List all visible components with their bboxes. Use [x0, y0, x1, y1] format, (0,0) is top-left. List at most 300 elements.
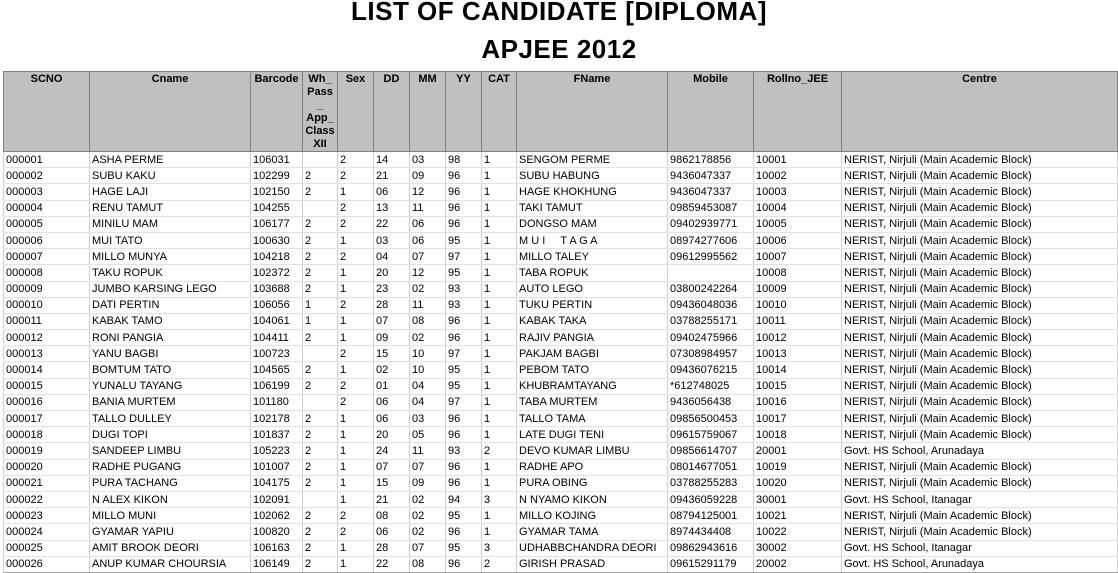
- cell-cat: 1: [482, 281, 517, 297]
- cell-cname: RADHE PUGANG: [90, 459, 251, 475]
- cell-scno: 000009: [4, 281, 90, 297]
- cell-scno: 000022: [4, 491, 90, 507]
- cell-yy: 96: [446, 184, 482, 200]
- cell-barcode: 106056: [251, 297, 303, 313]
- cell-scno: 000016: [4, 394, 90, 410]
- cell-barcode: 102178: [251, 411, 303, 427]
- cell-yy: 96: [446, 330, 482, 346]
- cell-cname: N ALEX KIKON: [90, 491, 251, 507]
- cell-fname: HAGE KHOKHUNG: [517, 184, 668, 200]
- cell-cname: PURA TACHANG: [90, 475, 251, 491]
- cell-barcode: 102150: [251, 184, 303, 200]
- cell-cat: 1: [482, 508, 517, 524]
- cell-centre: NERIST, Nirjuli (Main Academic Block): [842, 232, 1118, 248]
- cell-scno: 000011: [4, 313, 90, 329]
- cell-rollno-jee: 10005: [754, 216, 842, 232]
- cell-fname: GYAMAR TAMA: [517, 524, 668, 540]
- table-row: [4, 524, 1118, 540]
- cell-dd: 24: [374, 443, 410, 459]
- cell-mm: 11: [410, 443, 446, 459]
- cell-sex: 2: [338, 346, 374, 362]
- cell-yy: 93: [446, 443, 482, 459]
- cell-fname: AUTO LEGO: [517, 281, 668, 297]
- cell-mobile: 09856614707: [668, 443, 754, 459]
- cell-dd: 09: [374, 330, 410, 346]
- cell-rollno-jee: 10019: [754, 459, 842, 475]
- cell-sex: 1: [338, 411, 374, 427]
- cell-yy: 96: [446, 411, 482, 427]
- cell-centre: Govt. HS School, Arunadaya: [842, 443, 1118, 459]
- cell-dd: 22: [374, 216, 410, 232]
- cell-mm: 12: [410, 265, 446, 281]
- table-body: [4, 152, 1118, 573]
- cell-yy: 95: [446, 378, 482, 394]
- cell-fname: SENGOM PERME: [517, 152, 668, 168]
- col-cname-header: Cname: [90, 72, 251, 152]
- cell-sex: 1: [338, 330, 374, 346]
- cell-wh-pass: 2: [303, 362, 338, 378]
- cell-scno: 000024: [4, 524, 90, 540]
- cell-wh-pass: 2: [303, 427, 338, 443]
- cell-sex: 2: [338, 249, 374, 265]
- cell-mm: 02: [410, 491, 446, 507]
- cell-cname: JUMBO KARSING LEGO: [90, 281, 251, 297]
- cell-cname: SUBU KAKU: [90, 168, 251, 184]
- cell-scno: 000001: [4, 152, 90, 168]
- cell-mm: 10: [410, 346, 446, 362]
- cell-cat: 1: [482, 216, 517, 232]
- cell-barcode: 104411: [251, 330, 303, 346]
- table-row: [4, 540, 1118, 556]
- cell-sex: 1: [338, 281, 374, 297]
- cell-dd: 15: [374, 475, 410, 491]
- cell-dd: 20: [374, 427, 410, 443]
- cell-dd: 04: [374, 249, 410, 265]
- cell-dd: 03: [374, 232, 410, 248]
- cell-cname: BOMTUM TATO: [90, 362, 251, 378]
- cell-wh-pass: 2: [303, 540, 338, 556]
- cell-cat: 1: [482, 265, 517, 281]
- table-row: [4, 297, 1118, 313]
- cell-mm: 06: [410, 232, 446, 248]
- cell-wh-pass: 2: [303, 459, 338, 475]
- col-cat-header: CAT: [482, 72, 517, 152]
- cell-cat: 1: [482, 232, 517, 248]
- cell-centre: NERIST, Nirjuli (Main Academic Block): [842, 200, 1118, 216]
- cell-dd: 21: [374, 168, 410, 184]
- cell-sex: 2: [338, 200, 374, 216]
- cell-centre: NERIST, Nirjuli (Main Academic Block): [842, 313, 1118, 329]
- cell-cat: 1: [482, 297, 517, 313]
- cell-yy: 96: [446, 556, 482, 572]
- cell-rollno-jee: 10021: [754, 508, 842, 524]
- cell-fname: PAKJAM BAGBI: [517, 346, 668, 362]
- cell-cname: GYAMAR YAPIU: [90, 524, 251, 540]
- cell-cname: DUGI TOPI: [90, 427, 251, 443]
- cell-wh-pass: 2: [303, 249, 338, 265]
- cell-barcode: 101837: [251, 427, 303, 443]
- cell-sex: 2: [338, 394, 374, 410]
- cell-scno: 000019: [4, 443, 90, 459]
- cell-wh-pass: [303, 200, 338, 216]
- cell-mm: 07: [410, 459, 446, 475]
- cell-yy: 97: [446, 249, 482, 265]
- cell-scno: 000025: [4, 540, 90, 556]
- cell-barcode: 102372: [251, 265, 303, 281]
- cell-dd: 06: [374, 184, 410, 200]
- cell-scno: 000003: [4, 184, 90, 200]
- cell-cname: TAKU ROPUK: [90, 265, 251, 281]
- cell-dd: 06: [374, 524, 410, 540]
- cell-fname: TAKI TAMUT: [517, 200, 668, 216]
- cell-cname: ANUP KUMAR CHOURSIA: [90, 556, 251, 572]
- cell-barcode: 104061: [251, 313, 303, 329]
- cell-wh-pass: 1: [303, 297, 338, 313]
- cell-sex: 1: [338, 265, 374, 281]
- cell-cat: 1: [482, 459, 517, 475]
- cell-cname: TALLO DULLEY: [90, 411, 251, 427]
- cell-barcode: 103688: [251, 281, 303, 297]
- cell-centre: Govt. HS School, Arunadaya: [842, 556, 1118, 572]
- cell-mm: 02: [410, 281, 446, 297]
- cell-mobile: 09402939771: [668, 216, 754, 232]
- cell-cat: 1: [482, 313, 517, 329]
- cell-dd: 13: [374, 200, 410, 216]
- cell-wh-pass: [303, 491, 338, 507]
- cell-sex: 1: [338, 232, 374, 248]
- document-title: LIST OF CANDIDATE [DIPLOMA]: [351, 0, 767, 26]
- cell-cname: RONI PANGIA: [90, 330, 251, 346]
- cell-yy: 94: [446, 491, 482, 507]
- cell-centre: NERIST, Nirjuli (Main Academic Block): [842, 459, 1118, 475]
- cell-mobile: 09612995562: [668, 249, 754, 265]
- cell-rollno-jee: 10017: [754, 411, 842, 427]
- cell-wh-pass: 2: [303, 443, 338, 459]
- cell-fname: DONGSO MAM: [517, 216, 668, 232]
- cell-wh-pass: 2: [303, 232, 338, 248]
- cell-mm: 11: [410, 200, 446, 216]
- table-row: [4, 184, 1118, 200]
- cell-cat: 1: [482, 184, 517, 200]
- col-yy-header: YY: [446, 72, 482, 152]
- cell-mm: 06: [410, 216, 446, 232]
- cell-mobile: 08794125001: [668, 508, 754, 524]
- cell-cat: 1: [482, 362, 517, 378]
- cell-sex: 1: [338, 556, 374, 572]
- col-wh-pass-app-class-xii-header: Wh_ Pass_ App_ Class XII: [303, 72, 338, 152]
- cell-fname: M U I T A G A: [517, 232, 668, 248]
- table-row: [4, 491, 1118, 507]
- cell-dd: 02: [374, 362, 410, 378]
- cell-rollno-jee: 10009: [754, 281, 842, 297]
- cell-rollno-jee: 30001: [754, 491, 842, 507]
- cell-fname: TABA MURTEM: [517, 394, 668, 410]
- cell-mobile: [668, 265, 754, 281]
- cell-yy: 97: [446, 346, 482, 362]
- cell-fname: N NYAMO KIKON: [517, 491, 668, 507]
- cell-sex: 2: [338, 297, 374, 313]
- cell-cat: 1: [482, 411, 517, 427]
- table-row: [4, 232, 1118, 248]
- cell-centre: NERIST, Nirjuli (Main Academic Block): [842, 216, 1118, 232]
- cell-rollno-jee: 10016: [754, 394, 842, 410]
- cell-wh-pass: 2: [303, 216, 338, 232]
- cell-scno: 000007: [4, 249, 90, 265]
- cell-dd: 08: [374, 508, 410, 524]
- cell-mobile: 09436059228: [668, 491, 754, 507]
- cell-fname: RAJIV PANGIA: [517, 330, 668, 346]
- cell-cat: 1: [482, 378, 517, 394]
- cell-dd: 23: [374, 281, 410, 297]
- cell-mobile: *612748025: [668, 378, 754, 394]
- document-subtitle: APJEE 2012: [481, 34, 637, 64]
- cell-mm: 08: [410, 313, 446, 329]
- cell-yy: 98: [446, 152, 482, 168]
- cell-mm: 07: [410, 249, 446, 265]
- cell-cat: 1: [482, 524, 517, 540]
- cell-yy: 95: [446, 265, 482, 281]
- cell-mm: 02: [410, 508, 446, 524]
- cell-mobile: 9436047337: [668, 168, 754, 184]
- cell-sex: 2: [338, 152, 374, 168]
- cell-yy: 96: [446, 168, 482, 184]
- cell-fname: DEVO KUMAR LIMBU: [517, 443, 668, 459]
- col-mobile-header: Mobile: [668, 72, 754, 152]
- cell-yy: 96: [446, 200, 482, 216]
- cell-rollno-jee: 20002: [754, 556, 842, 572]
- cell-rollno-jee: 10012: [754, 330, 842, 346]
- cell-mobile: 07308984957: [668, 346, 754, 362]
- table-row: [4, 378, 1118, 394]
- cell-scno: 000020: [4, 459, 90, 475]
- cell-fname: MILLO KOJING: [517, 508, 668, 524]
- cell-centre: NERIST, Nirjuli (Main Academic Block): [842, 346, 1118, 362]
- cell-mobile: 03788255171: [668, 313, 754, 329]
- cell-wh-pass: 2: [303, 184, 338, 200]
- cell-sex: 2: [338, 378, 374, 394]
- cell-mm: 03: [410, 152, 446, 168]
- cell-mm: 11: [410, 297, 446, 313]
- table-row: [4, 475, 1118, 491]
- col-dd-header: DD: [374, 72, 410, 152]
- cell-scno: 000008: [4, 265, 90, 281]
- cell-centre: NERIST, Nirjuli (Main Academic Block): [842, 427, 1118, 443]
- cell-sex: 2: [338, 216, 374, 232]
- cell-dd: 01: [374, 378, 410, 394]
- cell-dd: 06: [374, 394, 410, 410]
- cell-mm: 10: [410, 362, 446, 378]
- cell-mm: 07: [410, 540, 446, 556]
- cell-cname: DATI PERTIN: [90, 297, 251, 313]
- cell-wh-pass: 2: [303, 411, 338, 427]
- cell-rollno-jee: 10022: [754, 524, 842, 540]
- cell-scno: 000005: [4, 216, 90, 232]
- cell-cat: 1: [482, 394, 517, 410]
- cell-cname: HAGE LAJI: [90, 184, 251, 200]
- cell-wh-pass: [303, 346, 338, 362]
- cell-yy: 95: [446, 232, 482, 248]
- col-centre-header: Centre: [842, 72, 1118, 152]
- cell-mm: 12: [410, 184, 446, 200]
- cell-barcode: 101007: [251, 459, 303, 475]
- col-fname-header: FName: [517, 72, 668, 152]
- cell-cat: 3: [482, 491, 517, 507]
- cell-wh-pass: 2: [303, 378, 338, 394]
- cell-cat: 1: [482, 475, 517, 491]
- cell-dd: 28: [374, 297, 410, 313]
- cell-barcode: 102062: [251, 508, 303, 524]
- cell-centre: NERIST, Nirjuli (Main Academic Block): [842, 297, 1118, 313]
- cell-mobile: 9436056438: [668, 394, 754, 410]
- cell-dd: 07: [374, 313, 410, 329]
- cell-mm: 08: [410, 556, 446, 572]
- cell-fname: SUBU HABUNG: [517, 168, 668, 184]
- cell-cat: 1: [482, 330, 517, 346]
- cell-cname: KABAK TAMO: [90, 313, 251, 329]
- cell-fname: LATE DUGI TENI: [517, 427, 668, 443]
- cell-dd: 07: [374, 459, 410, 475]
- table-row: [4, 556, 1118, 572]
- cell-mobile: 09402475966: [668, 330, 754, 346]
- cell-centre: NERIST, Nirjuli (Main Academic Block): [842, 411, 1118, 427]
- cell-mobile: 09436076215: [668, 362, 754, 378]
- cell-sex: 1: [338, 443, 374, 459]
- cell-barcode: 104175: [251, 475, 303, 491]
- cell-yy: 93: [446, 281, 482, 297]
- cell-dd: 06: [374, 411, 410, 427]
- cell-cname: YUNALU TAYANG: [90, 378, 251, 394]
- cell-rollno-jee: 10014: [754, 362, 842, 378]
- cell-cat: 1: [482, 427, 517, 443]
- table-row: [4, 459, 1118, 475]
- cell-fname: MILLO TALEY: [517, 249, 668, 265]
- cell-barcode: 102091: [251, 491, 303, 507]
- cell-rollno-jee: 30002: [754, 540, 842, 556]
- cell-wh-pass: 2: [303, 556, 338, 572]
- cell-barcode: 106163: [251, 540, 303, 556]
- cell-barcode: 100630: [251, 232, 303, 248]
- cell-cname: MILLO MUNI: [90, 508, 251, 524]
- cell-scno: 000018: [4, 427, 90, 443]
- cell-rollno-jee: 10007: [754, 249, 842, 265]
- cell-rollno-jee: 10013: [754, 346, 842, 362]
- cell-fname: UDHABBCHANDRA DEORI: [517, 540, 668, 556]
- cell-sex: 1: [338, 540, 374, 556]
- cell-centre: NERIST, Nirjuli (Main Academic Block): [842, 265, 1118, 281]
- cell-mobile: 09862943616: [668, 540, 754, 556]
- cell-centre: NERIST, Nirjuli (Main Academic Block): [842, 475, 1118, 491]
- cell-cat: 1: [482, 152, 517, 168]
- cell-centre: NERIST, Nirjuli (Main Academic Block): [842, 524, 1118, 540]
- cell-wh-pass: 2: [303, 168, 338, 184]
- cell-fname: PURA OBING: [517, 475, 668, 491]
- table-row: [4, 249, 1118, 265]
- cell-mobile: 08014677051: [668, 459, 754, 475]
- cell-cat: 1: [482, 168, 517, 184]
- cell-cname: ASHA PERME: [90, 152, 251, 168]
- table-row: [4, 216, 1118, 232]
- cell-sex: 2: [338, 524, 374, 540]
- cell-scno: 000014: [4, 362, 90, 378]
- cell-centre: NERIST, Nirjuli (Main Academic Block): [842, 152, 1118, 168]
- cell-rollno-jee: 10001: [754, 152, 842, 168]
- table-row: [4, 362, 1118, 378]
- table-row: [4, 281, 1118, 297]
- cell-yy: 96: [446, 216, 482, 232]
- cell-cname: AMIT BROOK DEORI: [90, 540, 251, 556]
- cell-cname: BANIA MURTEM: [90, 394, 251, 410]
- cell-rollno-jee: 10003: [754, 184, 842, 200]
- col-mm-header: MM: [410, 72, 446, 152]
- table-row: [4, 394, 1118, 410]
- table-row: [4, 200, 1118, 216]
- col-barcode-header: Barcode: [251, 72, 303, 152]
- cell-rollno-jee: 10004: [754, 200, 842, 216]
- cell-barcode: 106031: [251, 152, 303, 168]
- table-row: [4, 508, 1118, 524]
- cell-mm: 05: [410, 427, 446, 443]
- cell-rollno-jee: 10008: [754, 265, 842, 281]
- cell-yy: 96: [446, 475, 482, 491]
- cell-cname: MUI TATO: [90, 232, 251, 248]
- cell-sex: 1: [338, 427, 374, 443]
- cell-centre: Govt. HS School, Itanagar: [842, 540, 1118, 556]
- cell-cat: 1: [482, 200, 517, 216]
- cell-fname: KHUBRAMTAYANG: [517, 378, 668, 394]
- cell-centre: Govt. HS School, Itanagar: [842, 491, 1118, 507]
- cell-barcode: 102299: [251, 168, 303, 184]
- cell-centre: NERIST, Nirjuli (Main Academic Block): [842, 184, 1118, 200]
- cell-cat: 3: [482, 540, 517, 556]
- cell-yy: 95: [446, 508, 482, 524]
- cell-scno: 000021: [4, 475, 90, 491]
- cell-yy: 93: [446, 297, 482, 313]
- cell-cat: 1: [482, 346, 517, 362]
- cell-dd: 14: [374, 152, 410, 168]
- cell-mm: 04: [410, 394, 446, 410]
- cell-sex: 1: [338, 184, 374, 200]
- cell-centre: NERIST, Nirjuli (Main Academic Block): [842, 508, 1118, 524]
- cell-centre: NERIST, Nirjuli (Main Academic Block): [842, 168, 1118, 184]
- cell-cname: RENU TAMUT: [90, 200, 251, 216]
- col-scno-header: SCNO: [4, 72, 90, 152]
- cell-fname: GIRISH PRASAD: [517, 556, 668, 572]
- cell-dd: 22: [374, 556, 410, 572]
- cell-wh-pass: 2: [303, 265, 338, 281]
- cell-mobile: 03800242264: [668, 281, 754, 297]
- cell-barcode: 104565: [251, 362, 303, 378]
- cell-cname: YANU BAGBI: [90, 346, 251, 362]
- cell-cname: SANDEEP LIMBU: [90, 443, 251, 459]
- cell-fname: KABAK TAKA: [517, 313, 668, 329]
- cell-scno: 000013: [4, 346, 90, 362]
- cell-dd: 28: [374, 540, 410, 556]
- table-row: [4, 152, 1118, 168]
- cell-scno: 000004: [4, 200, 90, 216]
- cell-mm: 02: [410, 524, 446, 540]
- cell-sex: 2: [338, 508, 374, 524]
- table-row: [4, 330, 1118, 346]
- cell-yy: 95: [446, 540, 482, 556]
- cell-rollno-jee: 20001: [754, 443, 842, 459]
- cell-scno: 000023: [4, 508, 90, 524]
- table-row: [4, 265, 1118, 281]
- table-header-row: [4, 72, 1118, 152]
- cell-yy: 97: [446, 394, 482, 410]
- cell-fname: RADHE APO: [517, 459, 668, 475]
- cell-cname: MINILU MAM: [90, 216, 251, 232]
- cell-scno: 000012: [4, 330, 90, 346]
